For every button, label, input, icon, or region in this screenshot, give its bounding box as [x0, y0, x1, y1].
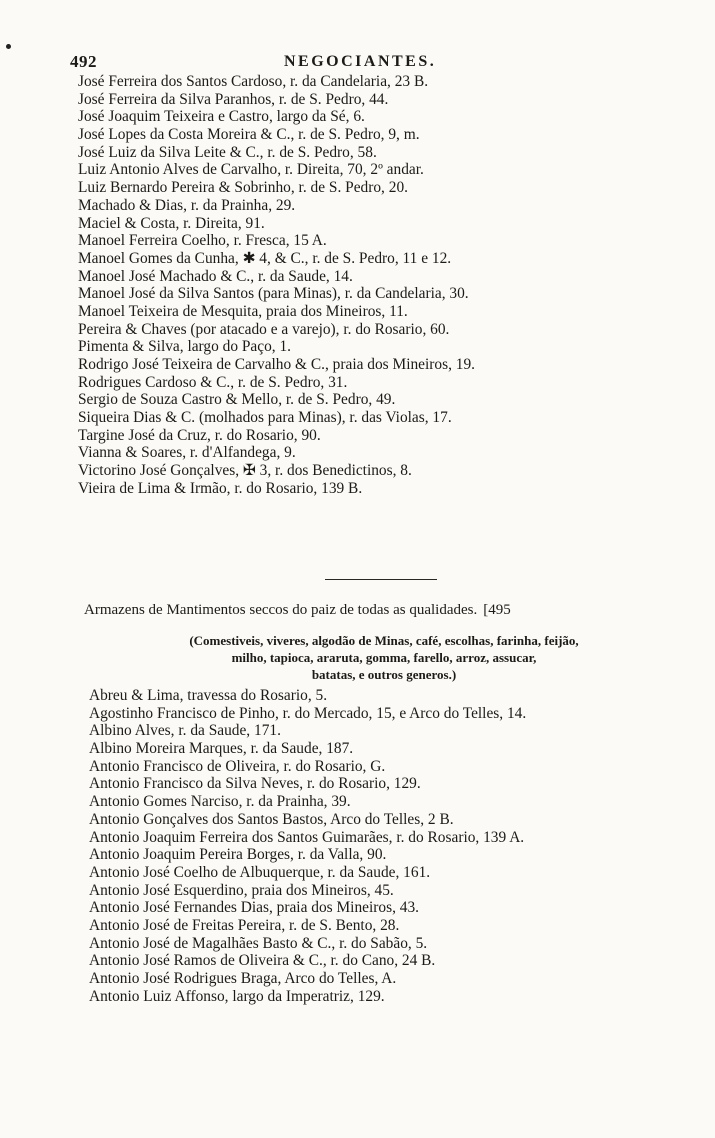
- directory-entry: Antonio Gomes Narciso, r. da Prainha, 39.: [89, 793, 351, 811]
- directory-entry: Manoel Gomes da Cunha, ✱ 4, & C., r. de S. Pedro, 11 e 12.: [78, 249, 452, 267]
- directory-entry: Albino Alves, r. da Saude, 171.: [89, 722, 281, 740]
- merchant-list: [78, 73, 698, 498]
- section-divider: [325, 579, 437, 580]
- directory-entry: Pereira & Chaves (por atacado e a varejo), r. do Rosario, 60.: [78, 320, 450, 338]
- directory-entry: Manoel José da Silva Santos (para Minas), r. da Candelaria, 30.: [78, 285, 469, 303]
- directory-entry: José Ferreira dos Santos Cardoso, r. da Candelaria, 23 B.: [78, 73, 429, 90]
- directory-entry: Vieira de Lima & Irmão, r. do Rosario, 139 B.: [78, 479, 363, 497]
- directory-entry: Siqueira Dias & C. (molhados para Minas), r. das Violas, 17.: [78, 409, 452, 427]
- directory-entry: Luiz Bernardo Pereira & Sobrinho, r. de S. Pedro, 20.: [78, 179, 408, 197]
- directory-entry: José Lopes da Costa Moreira & C., r. de S. Pedro, 9, m.: [78, 126, 420, 144]
- directory-entry: José Joaquim Teixeira e Castro, largo da Sé, 6.: [78, 108, 365, 126]
- running-head-title: NEGOCIANTES.: [284, 53, 437, 70]
- directory-entry: Rodrigo José Teixeira de Carvalho & C., praia dos Mineiros, 19.: [78, 356, 476, 373]
- directory-entry: Abreu & Lima, travessa do Rosario, 5.: [89, 687, 328, 704]
- section-subtitle-line: batatas, e outros generos.): [311, 667, 457, 682]
- directory-entry: Agostinho Francisco de Pinho, r. do Mercado, 15, e Arco do Telles, 14.: [89, 704, 527, 722]
- directory-entry: Antonio José de Freitas Pereira, r. de S. Bento, 28.: [89, 916, 400, 934]
- directory-entry: Antonio José Rodrigues Braga, Arco do Telles, A.: [89, 970, 397, 987]
- directory-entry: José Ferreira da Silva Paranhos, r. de S. Pedro, 44.: [78, 90, 389, 108]
- directory-entry: José Luiz da Silva Leite & C., r. de S. Pedro, 58.: [78, 143, 377, 161]
- directory-entry: Antonio José Ramos de Oliveira & C., r. do Cano, 24 B.: [89, 952, 436, 970]
- directory-entry: Manoel José Machado & C., r. da Saude, 14.: [78, 267, 353, 285]
- directory-entry: Antonio Francisco de Oliveira, r. do Rosario, G.: [89, 757, 386, 775]
- directory-entry: Antonio Joaquim Pereira Borges, r. da Valla, 90.: [89, 846, 387, 864]
- directory-entry: Rodrigues Cardoso & C., r. de S. Pedro, 31.: [78, 373, 348, 391]
- directory-entry: Manoel Teixeira de Mesquita, praia dos Mineiros, 11.: [78, 302, 408, 320]
- directory-entry: Antonio José Coelho de Albuquerque, r. da Saude, 161.: [89, 863, 431, 881]
- warehouse-list: [89, 687, 709, 1005]
- directory-entry: Antonio José Fernandes Dias, praia dos Mineiros, 43.: [89, 899, 419, 917]
- page-number: 492: [70, 52, 97, 71]
- directory-entry: Albino Moreira Marques, r. da Saude, 187.: [89, 740, 354, 758]
- directory-entry: Manoel Ferreira Coelho, r. Fresca, 15 A.: [78, 232, 327, 250]
- directory-entry: Antonio Luiz Affonso, largo da Imperatriz, 129.: [89, 987, 385, 1005]
- section-subtitle-line: milho, tapioca, araruta, gomma, farello, arroz, assucar,: [231, 650, 537, 665]
- directory-entry: Machado & Dias, r. da Prainha, 29.: [78, 196, 296, 214]
- directory-entry: Maciel & Costa, r. Direita, 91.: [78, 214, 265, 232]
- section-heading: [84, 602, 704, 619]
- directory-entry: Luiz Antonio Alves de Carvalho, r. Direita, 70, 2º andar.: [78, 161, 424, 179]
- directory-entry: Vianna & Soares, r. d'Alfandega, 9.: [78, 444, 296, 462]
- directory-entry: Pimenta & Silva, largo do Paço, 1.: [78, 338, 292, 356]
- directory-entry: Sergio de Souza Castro & Mello, r. de S. Pedro, 49.: [78, 391, 396, 409]
- directory-entry: Antonio Gonçalves dos Santos Bastos, Arco do Telles, 2 B.: [89, 810, 454, 828]
- directory-entry: Antonio Joaquim Ferreira dos Santos Guimarães, r. do Rosario, 139 A.: [89, 828, 525, 846]
- directory-entry: Victorino José Gonçalves, ✠ 3, r. dos Benedictinos, 8.: [78, 462, 412, 480]
- directory-entry: Antonio José Esquerdino, praia dos Mineiros, 45.: [89, 881, 394, 899]
- section-heading-number: [495: [483, 602, 511, 618]
- directory-entry: Antonio José de Magalhães Basto & C., r. do Sabão, 5.: [89, 934, 428, 952]
- section-subtitle-line: (Comestiveis, viveres, algodão de Minas, café, escolhas, farinha, feijão,: [189, 633, 579, 648]
- margin-dot: [6, 44, 11, 49]
- directory-entry: Antonio Francisco da Silva Neves, r. do Rosario, 129.: [89, 775, 421, 793]
- section-heading-text: Armazens de Mantimentos seccos do paiz de todas as qualidades.: [84, 602, 478, 618]
- directory-entry: Targine José da Cruz, r. do Rosario, 90.: [78, 426, 321, 444]
- section-subtitle: [84, 632, 684, 683]
